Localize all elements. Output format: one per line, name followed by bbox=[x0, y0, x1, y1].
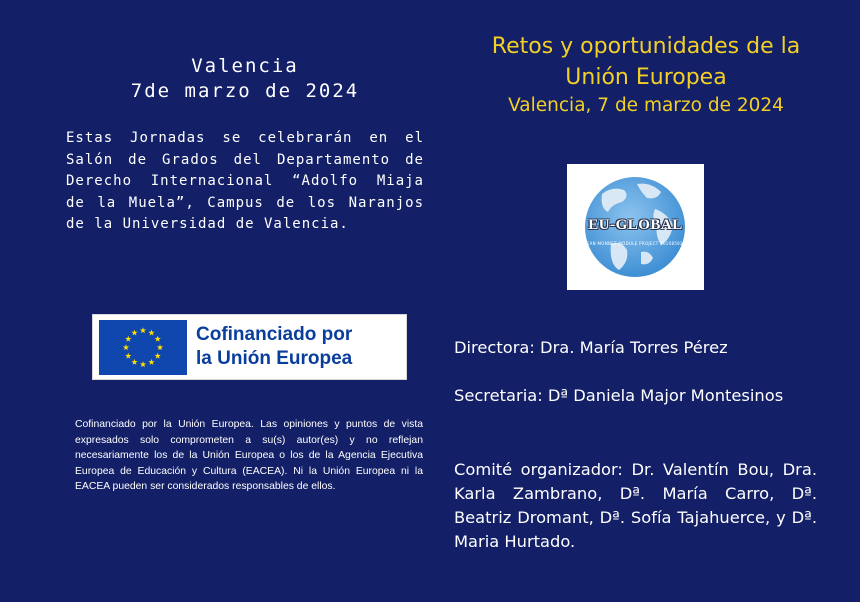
eu-cofunding-text bbox=[196, 323, 352, 371]
directora-line: Directora: Dra. María Torres Pérez bbox=[454, 338, 728, 357]
eu-cofunding-line1: Cofinanciado por bbox=[196, 324, 353, 345]
venue-description: Estas Jornadas se celebrarán en el Salón de Grados del Departamento de Derecho Internacional “Adolfo Miaja de la Muela”, Campus de los Naranjos de la Universidad de Valencia. bbox=[66, 130, 424, 232]
eu-star-icon bbox=[148, 329, 154, 335]
eu-star-icon bbox=[131, 329, 137, 335]
comite-organizador: Comité organizador: Dr. Valentín Bou, Dra. Karla Zambrano, Dª. María Carro, Dª. Beatriz Dromant, Dª. Sofía Tajahuerce, y Dª. Maria Hurtado. bbox=[454, 460, 817, 551]
event-subtitle: Valencia, 7 de marzo de 2024 bbox=[508, 95, 784, 116]
eu-star-icon bbox=[155, 336, 161, 342]
eu-global-logo bbox=[567, 164, 704, 290]
event-location-date bbox=[66, 54, 424, 104]
city-label: Valencia bbox=[191, 55, 299, 77]
eu-star-icon bbox=[140, 361, 146, 367]
eu-star-icon bbox=[140, 327, 146, 333]
eu-global-logo-name: EU-GLOBAL bbox=[588, 217, 683, 233]
eu-flag-icon bbox=[99, 320, 187, 375]
eu-star-icon bbox=[157, 344, 163, 350]
event-title: Retos y oportunidades de la Unión Europea bbox=[491, 34, 801, 90]
eu-star-icon bbox=[125, 353, 131, 359]
eu-cofunding-banner bbox=[92, 314, 407, 380]
eu-star-icon bbox=[125, 336, 131, 342]
eu-global-logo-tagline: JEAN MONNET MODULE PROJECT 101085924 bbox=[585, 241, 686, 246]
eu-star-icon bbox=[155, 353, 161, 359]
eu-star-icon bbox=[123, 344, 129, 350]
eu-star-icon bbox=[148, 359, 154, 365]
eu-disclaimer: Cofinanciado por la Unión Europea. Las opiniones y puntos de vista expresados solo comprometen a su(s) autor(es) y no reflejan necesariamente los de la Unión Europea o los de la Agencia Ejecutiva Europea de Educación y Cultura (EACEA). Ni la Unión Europea ni la EACEA pueden ser considerados responsables de ellos. bbox=[75, 419, 423, 493]
secretaria-line: Secretaria: Dª Daniela Major Montesinos bbox=[454, 386, 784, 405]
eu-cofunding-line2: la Unión Europea bbox=[196, 348, 353, 369]
date-label: 7de marzo de 2024 bbox=[130, 80, 360, 102]
eu-star-icon bbox=[131, 359, 137, 365]
